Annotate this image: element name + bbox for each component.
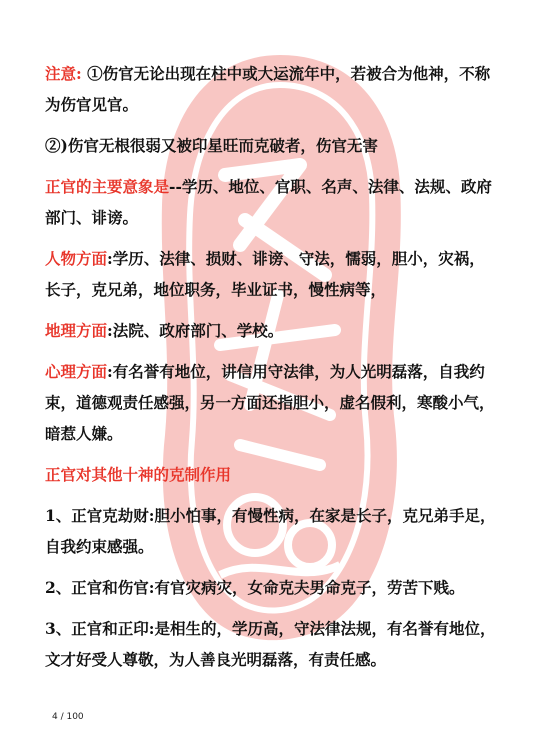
geography-aspect-paragraph <box>45 315 500 346</box>
note-text-2: ②)伤官无根很弱又被印星旺而克破者，伤官无害 <box>45 136 378 155</box>
people-aspect-label: 人物方面 <box>45 249 108 268</box>
item-3-text: 3、正官和正印:是相生的，学历高，守法律法规，有名誉有地位，文才好受人尊敬，为人善良光明磊落，有责任感。 <box>45 619 496 669</box>
people-aspect-paragraph <box>45 243 500 305</box>
psychology-aspect-paragraph <box>45 356 500 449</box>
note-label: 注意: <box>45 64 82 83</box>
main-imagery-paragraph <box>45 171 500 233</box>
note-paragraph-1 <box>45 58 500 120</box>
section-heading-text: 正官对其他十神的克制作用 <box>45 465 232 484</box>
item-3-paragraph <box>45 613 500 675</box>
geography-aspect-text: :法院、政府部门、学校。 <box>107 321 284 340</box>
item-2-paragraph <box>45 572 500 603</box>
note-paragraph-2 <box>45 130 500 161</box>
section-heading <box>45 459 500 490</box>
main-imagery-label: 正官的主要意象是 <box>45 177 170 196</box>
people-aspect-text: :学历、法律、损财、诽谤、守法，懦弱，胆小，灾祸，长子，克兄弟，地位职务，毕业证书，慢性病等， <box>45 249 485 299</box>
psychology-aspect-text: :有名誉有地位，讲信用守法律，为人光明磊落，自我约束，道德观责任感强，另一方面还指胆小，虚名假利，寒酸小气，暗惹人嫌。 <box>45 362 495 443</box>
note-text: ①伤官无论出现在柱中或大运流年中，若被合为他神，不称为伤官见官。 <box>45 64 491 114</box>
main-imagery-text: --学历、地位、官职、名声、法律、法规、政府部门、诽谤。 <box>45 177 492 227</box>
item-2-text: 2、正官和伤官:有官灾病灾，女命克夫男命克子，劳苦下贱。 <box>45 578 465 597</box>
page-number: 4 / 100 <box>52 712 84 722</box>
item-1-paragraph <box>45 500 500 562</box>
geography-aspect-label: 地理方面 <box>45 321 108 340</box>
item-1-text: 1、正官克劫财:胆小怕事，有慢性病，在家是长子，克兄弟手足，自我约束感强。 <box>45 506 496 556</box>
psychology-aspect-label: 心理方面 <box>45 362 108 381</box>
document-body <box>45 58 500 685</box>
